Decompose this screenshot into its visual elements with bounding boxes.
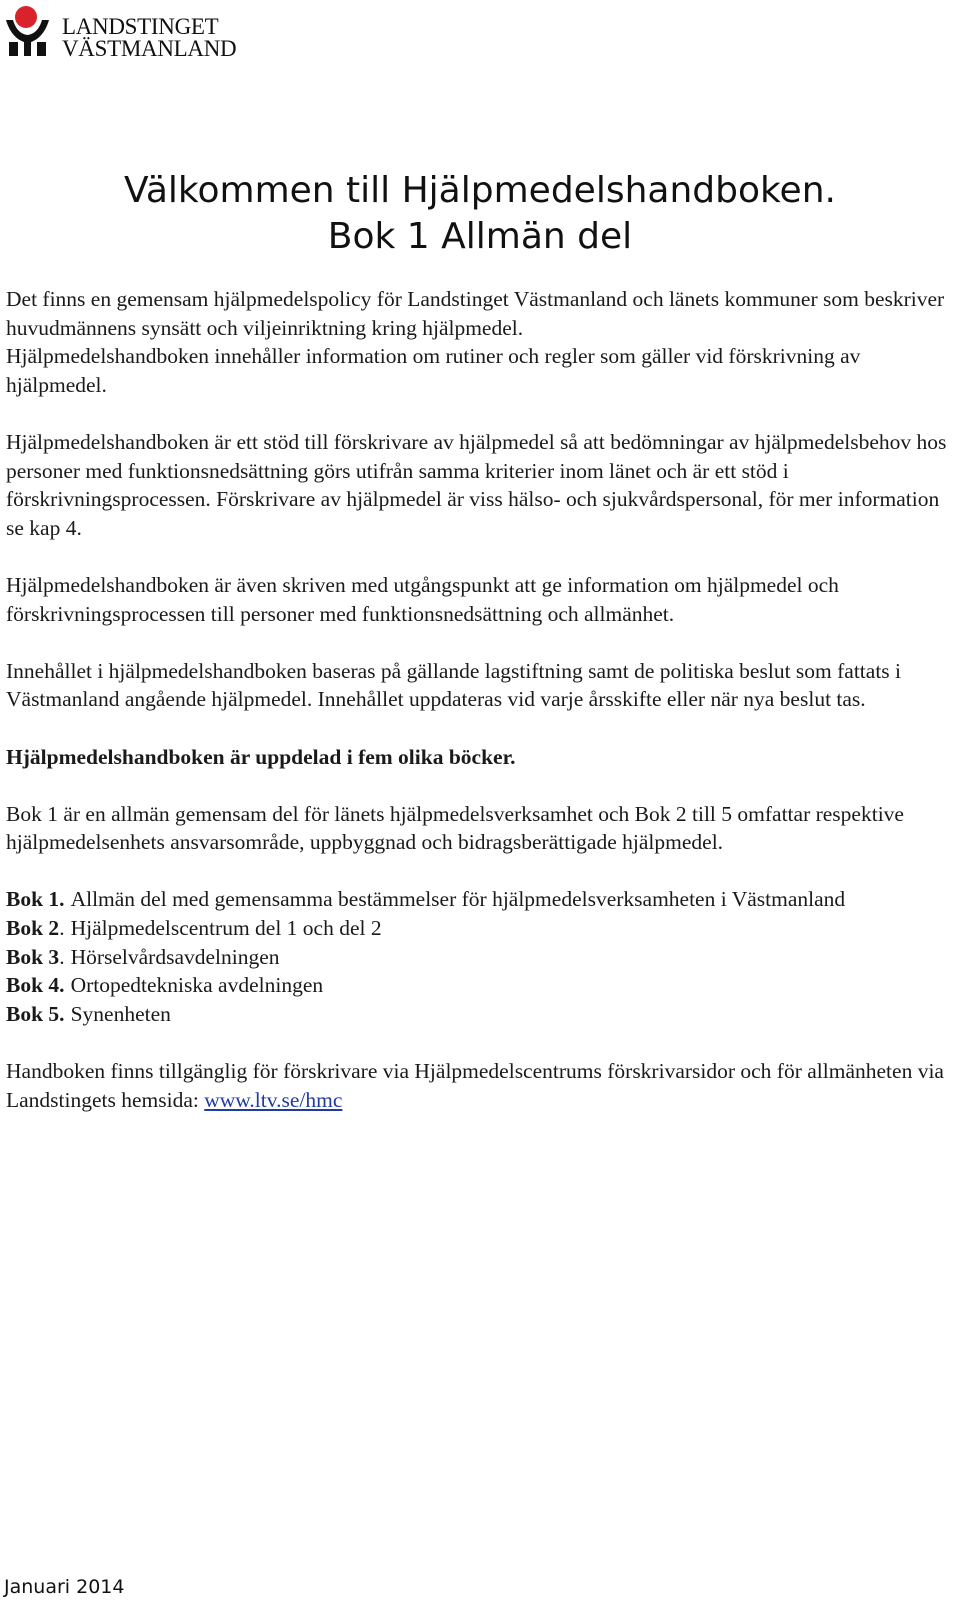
book-description: Hjälpmedelscentrum del 1 och del 2 [70,916,382,941]
landstinget-logo-icon [4,4,60,60]
book-description: Allmän del med gemensamma bestämmelser för hjälpmedelsverksamheten i Västmanland [70,887,846,912]
paragraph-books-overview: Bok 1 är en allmän gemensam del för länets hjälpmedelsverksamhet och Bok 2 till 5 omfattar respektive hjälpmedelsenhets ansvarsområde, uppbyggnad och bidragsberättigade hjälpmedel. [6,801,904,855]
book-item [6,971,956,1000]
logo-line-1: LANDSTINGET [62,14,219,39]
paragraph-policy: Det finns en gemensam hjälpmedelspolicy för Landstinget Västmanland och länets kommuner som beskriver huvudmännens synsätt och viljeinriktning kring hjälpmedel. [6,287,945,340]
book-item [6,943,956,972]
book-label: Bok 4. [6,973,65,998]
logo-wordmark [62,16,236,60]
logo-line-2: VÄSTMANLAND [62,36,237,61]
section-heading: Hjälpmedelshandboken är uppdelad i fem olika böcker. [6,744,516,769]
book-label: Bok 2. [6,916,65,941]
book-description: Hörselvårdsavdelningen [70,944,280,969]
page-title [0,168,960,260]
paragraph-rules: Hjälpmedelshandboken innehåller information om rutiner och regler som gäller vid förskrivning av hjälpmedel. [6,344,861,397]
paragraph-audience: Hjälpmedelshandboken är även skriven med utgångspunkt att ge information om hjälpmedel och förskrivningsprocessen till personer med funktionsnedsättning och allmänhet. [6,572,839,626]
book-label: Bok 3. [6,944,65,969]
book-description: Ortopedtekniska avdelningen [70,973,324,998]
paragraph-availability [6,1057,956,1114]
document-body [6,285,956,1143]
title-line-2: Bok 1 Allmän del [327,216,633,257]
title-line-1: Välkommen till Hjälpmedelshandboken. [124,170,836,211]
book-list [6,885,956,1028]
footer-date: Januari 2014 [4,1576,125,1598]
book-description: Synenheten [70,1001,171,1026]
website-link[interactable]: www.ltv.se/hmc [204,1087,343,1112]
paragraph-support: Hjälpmedelshandboken är ett stöd till förskrivare av hjälpmedel så att bedömningar av hjälpmedelsbehov hos personer med funktionsnedsättning görs utifrån samma kriterier inom länet och är ett stöd i förskrivningsprocessen. Förskrivare av hjälpmedel är viss hälso- och sjukvårdspersonal, för mer information se kap 4. [6,429,947,540]
book-label: Bok 1. [6,887,65,912]
paragraph-legislation: Innehållet i hjälpmedelshandboken baseras på gällande lagstiftning samt de politiska beslut som fattats i Västmanland angående hjälpmedel. Innehållet uppdateras vid varje årsskifte eller när nya beslut tas. [6,658,902,712]
book-item [6,885,956,914]
landstinget-logo [4,4,237,61]
book-item [6,1000,956,1029]
book-label: Bok 5. [6,1001,65,1026]
book-item [6,914,956,943]
availability-text: Handboken finns tillgänglig för förskrivare via Hjälpmedelscentrums förskrivarsidor och för allmänheten via Landstingets hemsida: [6,1059,944,1112]
